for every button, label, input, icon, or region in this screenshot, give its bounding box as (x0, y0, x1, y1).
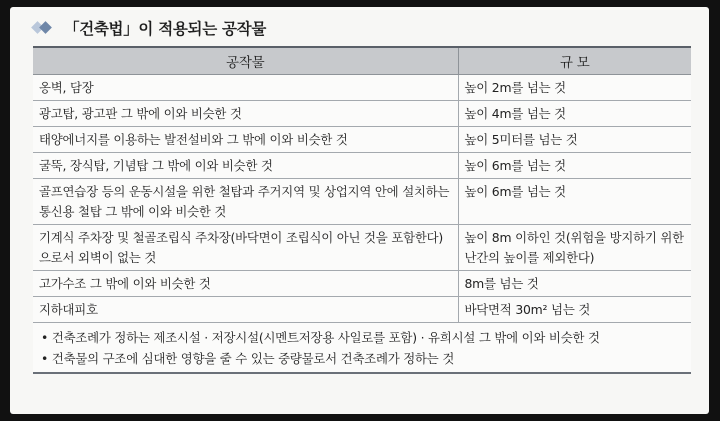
section-title: 「건축법」이 적용되는 공작물 (64, 20, 266, 38)
structure-cell: 고가수조 그 밖에 이와 비슷한 것 (33, 271, 458, 297)
structure-cell: 골프연습장 등의 운동시설을 위한 철탑과 주거지역 및 상업지역 안에 설치하는 통신용 철탑 그 밖에 이와 비슷한 것 (33, 179, 458, 225)
table-row (33, 153, 691, 179)
table-header-row (33, 47, 691, 75)
scale-cell: 높이 8m 이하인 것(위험을 방지하기 위한 난간의 높이를 제외한다) (458, 225, 691, 271)
table-row (33, 297, 691, 323)
structure-cell: 굴뚝, 장식탑, 기념탑 그 밖에 이와 비슷한 것 (33, 153, 458, 179)
scale-cell: 높이 6m를 넘는 것 (458, 179, 691, 225)
table-row (33, 225, 691, 271)
scale-cell: 높이 2m를 넘는 것 (458, 75, 691, 101)
structures-table (33, 46, 691, 374)
notes-cell (33, 323, 691, 374)
structure-cell: 지하대피호 (33, 297, 458, 323)
note-item: • 건축물의 구조에 심대한 영향을 줄 수 있는 중량물로서 건축조례가 정하는 것 (41, 351, 455, 366)
header-structure: 공작물 (33, 47, 458, 75)
note-item: • 건축조례가 정하는 제조시설 · 저장시설(시멘트저장용 사일로를 포함) · 유희시설 그 밖에 이와 비슷한 것 (41, 330, 600, 345)
structure-cell: 광고탑, 광고판 그 밖에 이와 비슷한 것 (33, 101, 458, 127)
table-row (33, 75, 691, 101)
table-row (33, 271, 691, 297)
scale-cell: 높이 4m를 넘는 것 (458, 101, 691, 127)
header-scale: 규 모 (458, 47, 691, 75)
document-page (10, 7, 709, 414)
structure-cell: 옹벽, 담장 (33, 75, 458, 101)
structure-cell: 태양에너지를 이용하는 발전설비와 그 밖에 이와 비슷한 것 (33, 127, 458, 153)
scale-cell: 높이 5미터를 넘는 것 (458, 127, 691, 153)
table-notes-row (33, 323, 691, 374)
table-row (33, 127, 691, 153)
table-row (33, 101, 691, 127)
scale-cell: 8m를 넘는 것 (458, 271, 691, 297)
structure-cell: 기계식 주차장 및 철골조립식 주차장(바닥면이 조립식이 아닌 것을 포함한다)으로서 외벽이 없는 것 (33, 225, 458, 271)
scale-cell: 높이 6m를 넘는 것 (458, 153, 691, 179)
diamond-bullet-icon (32, 21, 58, 35)
section-heading (32, 17, 266, 39)
table-row (33, 179, 691, 225)
scale-cell: 바닥면적 30m² 넘는 것 (458, 297, 691, 323)
